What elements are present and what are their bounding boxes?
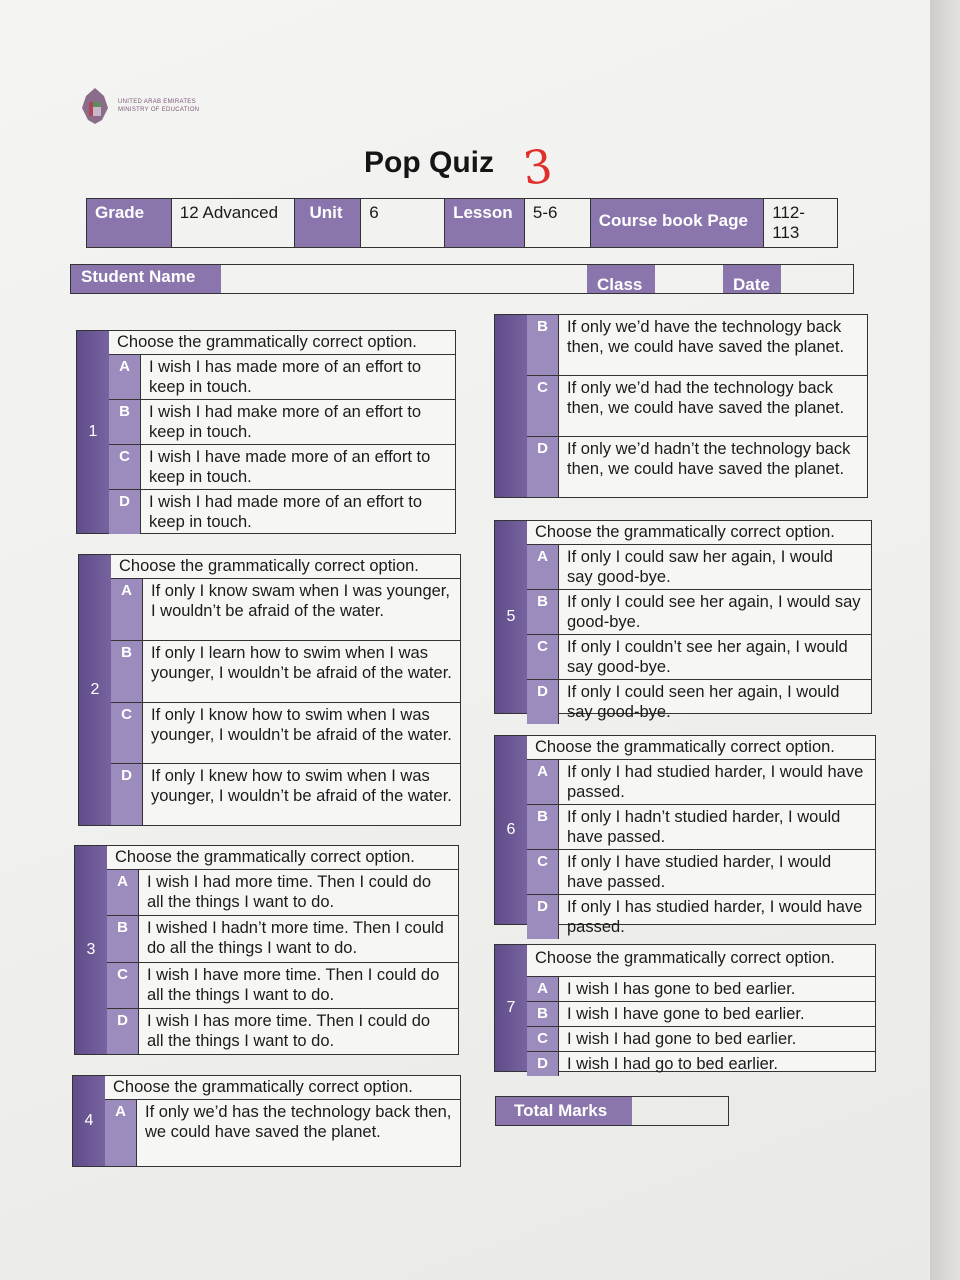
option-text: I wish I has made more of an effort to keep in touch. [149, 358, 422, 396]
option-letter: A [527, 545, 559, 589]
option-text: If only I has studied harder, I would have passed. [567, 898, 863, 936]
option-b[interactable] [527, 805, 875, 850]
option-text: I wish I had gone to bed earlier. [567, 1030, 797, 1048]
question-1 [76, 330, 456, 534]
question-number: 2 [79, 555, 111, 825]
option-letter: C [109, 445, 141, 489]
option-letter: B [111, 641, 143, 702]
option-letter: D [109, 490, 141, 534]
question-4 [72, 1075, 461, 1167]
option-d[interactable] [107, 1009, 458, 1054]
total-marks-box [495, 1096, 729, 1126]
logo-line-1: UNITED ARAB EMIRATES [118, 99, 196, 105]
option-letter: D [527, 680, 559, 724]
option-letter: A [107, 870, 139, 915]
option-c[interactable] [109, 445, 455, 490]
option-letter: A [111, 579, 143, 640]
question-3 [74, 845, 459, 1055]
option-a[interactable] [527, 760, 875, 805]
option-a[interactable] [105, 1100, 460, 1166]
quiz-info-table [86, 198, 838, 248]
option-letter: A [527, 977, 559, 1001]
question-2 [78, 554, 461, 826]
option-letter: B [527, 315, 559, 375]
option-a[interactable] [111, 579, 460, 641]
option-letter: C [527, 376, 559, 436]
total-marks-label: Total Marks [496, 1097, 632, 1125]
option-text: If only I know swam when I was younger, I wouldn’t be afraid of the water. [151, 582, 450, 620]
grade-value: 12 Advanced [172, 199, 296, 247]
option-c[interactable] [527, 850, 875, 895]
option-b[interactable] [527, 315, 867, 376]
option-a[interactable] [527, 977, 875, 1002]
total-marks-field[interactable] [632, 1097, 728, 1125]
option-text: If only I hadn’t studied harder, I would have passed. [567, 808, 841, 846]
option-text: If only I knew how to swim when I was younger, I wouldn’t be afraid of the water. [151, 767, 452, 806]
option-text: If only I have studied harder, I would have passed. [567, 853, 832, 891]
option-text: If only I could seen her again, I would say good-bye. [567, 683, 840, 721]
option-d[interactable] [527, 1052, 875, 1076]
question-number: 6 [495, 736, 527, 924]
ministry-name [118, 98, 199, 114]
question-6 [494, 735, 876, 936]
falcon-emblem-icon [78, 86, 112, 126]
unit-label: Unit [295, 199, 361, 247]
student-name-field[interactable] [221, 265, 587, 293]
course-page-label: Course book Page [591, 199, 764, 247]
option-text: If only we’d has the technology back then, we could have saved the planet. [145, 1103, 452, 1141]
option-text: I wish I have gone to bed earlier. [567, 1005, 805, 1023]
question-7 [494, 944, 876, 1072]
option-letter: B [107, 916, 139, 961]
option-text: I wish I has more time. Then I could do all the things I want to do. [147, 1011, 431, 1050]
option-text: I wish I had made more of an effort to keep in touch. [149, 493, 423, 531]
course-page-value: 112-113 [772, 203, 805, 242]
question-number: 5 [495, 521, 527, 713]
question-prompt: Choose the grammatically correct option. [105, 1076, 460, 1100]
option-c[interactable] [107, 963, 458, 1009]
option-text: If only I had studied harder, I would have passed. [567, 763, 864, 801]
logo-line-2: MINISTRY OF EDUCATION [118, 107, 200, 113]
question-number: 4 [73, 1076, 105, 1166]
question-prompt: Choose the grammatically correct option. [111, 555, 460, 579]
option-b[interactable] [527, 590, 871, 635]
class-label: Class [587, 265, 655, 293]
option-text: If only we’d have the technology back then, we could have saved the planet. [567, 318, 845, 356]
option-letter: B [527, 805, 559, 849]
option-text: I wish I has gone to bed earlier. [567, 980, 796, 998]
option-letter: C [527, 850, 559, 894]
question-prompt: Choose the grammatically correct option. [527, 521, 871, 545]
grade-label: Grade [87, 199, 172, 247]
option-letter: C [107, 963, 139, 1008]
student-info-row [70, 264, 854, 294]
option-b[interactable] [107, 916, 458, 962]
option-text: I wished I hadn’t more time. Then I could do all the things I want to do. [147, 919, 444, 958]
option-letter: A [109, 355, 141, 399]
option-letter: C [527, 635, 559, 679]
option-c[interactable] [111, 703, 460, 765]
option-b[interactable] [527, 1002, 875, 1027]
date-field[interactable] [781, 265, 853, 293]
option-letter: C [111, 703, 143, 764]
question-5 [494, 520, 872, 721]
question-prompt: Choose the grammatically correct option. [109, 331, 455, 355]
option-letter: D [527, 437, 559, 497]
option-text: If only I could see her again, I would say good-bye. [567, 593, 861, 631]
option-a[interactable] [109, 355, 455, 400]
option-text: I wish I had go to bed earlier. [567, 1055, 778, 1073]
unit-value: 6 [361, 199, 445, 247]
option-letter: B [109, 400, 141, 444]
option-text: If only we’d hadn’t the technology back then, we could have saved the planet. [567, 440, 851, 478]
option-letter: A [527, 760, 559, 804]
option-c[interactable] [527, 1027, 875, 1052]
option-letter: B [527, 590, 559, 634]
option-d[interactable] [111, 764, 460, 825]
option-b[interactable] [109, 400, 455, 445]
date-label: Date [723, 265, 781, 293]
question-number: 7 [495, 945, 527, 1071]
option-text: If only I know how to swim when I was younger, I wouldn’t be afraid of the water. [151, 705, 452, 744]
option-text: If only I couldn’t see her again, I would say good-bye. [567, 638, 848, 676]
option-a[interactable] [527, 545, 871, 590]
question-prompt: Choose the grammatically correct option. [527, 736, 875, 760]
option-text: If only I could saw her again, I would say good-bye. [567, 548, 833, 586]
question-4-continued [494, 314, 868, 498]
option-d[interactable] [527, 680, 871, 724]
class-field[interactable] [655, 265, 723, 293]
student-name-label: Student Name [71, 265, 221, 293]
question-number: 3 [75, 846, 107, 1054]
option-text: If only we’d had the technology back then, we could have saved the planet. [567, 379, 845, 417]
option-d[interactable] [527, 895, 875, 939]
option-letter: B [527, 1002, 559, 1026]
lesson-label: Lesson [445, 199, 525, 247]
ministry-logo [78, 86, 199, 126]
option-c[interactable] [527, 376, 867, 437]
option-letter: A [105, 1100, 137, 1166]
option-b[interactable] [111, 641, 460, 703]
question-prompt: Choose the grammatically correct option. [107, 846, 458, 870]
option-c[interactable] [527, 635, 871, 680]
option-letter: D [107, 1009, 139, 1054]
option-letter: C [527, 1027, 559, 1051]
option-letter: D [527, 895, 559, 939]
question-number-strip [495, 315, 527, 497]
page-title: Pop Quiz [364, 146, 494, 179]
option-text: I wish I had more time. Then I could do all the things I want to do. [147, 873, 432, 911]
handwritten-quiz-number: 3 [520, 138, 556, 196]
option-text: I wish I have made more of an effort to keep in touch. [149, 448, 431, 486]
lesson-value: 5-6 [525, 199, 591, 247]
question-number: 1 [77, 331, 109, 533]
question-prompt: Choose the grammatically correct option. [527, 945, 875, 977]
option-text: I wish I have more time. Then I could do all the things I want to do. [147, 965, 440, 1004]
background-surface [930, 0, 960, 1280]
option-a[interactable] [107, 870, 458, 916]
option-letter: D [111, 764, 143, 825]
option-text: I wish I had make more of an effort to keep in touch. [149, 403, 422, 441]
option-text: If only I learn how to swim when I was younger, I wouldn’t be afraid of the water. [151, 643, 452, 682]
option-d[interactable] [109, 490, 455, 534]
option-letter: D [527, 1052, 559, 1076]
option-d[interactable] [527, 437, 867, 497]
